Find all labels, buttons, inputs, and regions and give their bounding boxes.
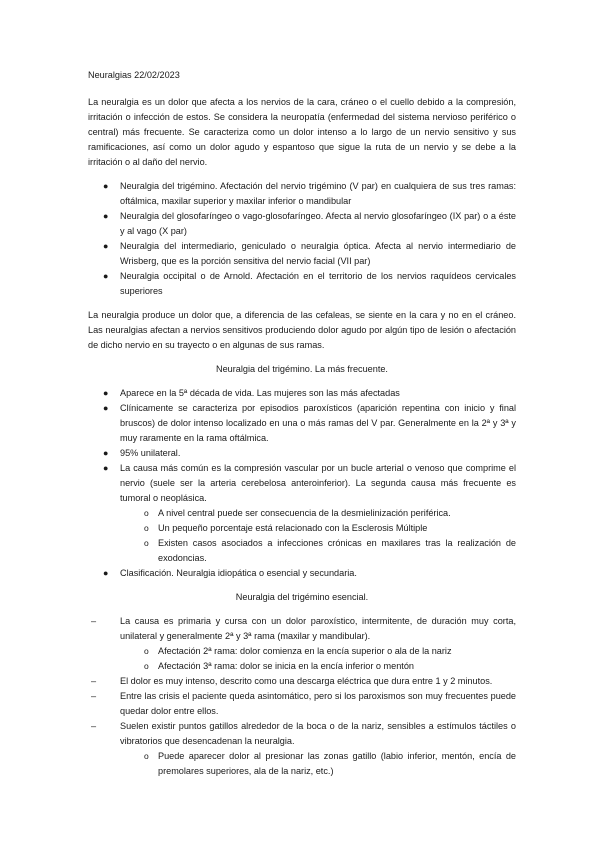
circle-bullet-icon: o: [144, 661, 149, 671]
document-title: Neuralgias 22/02/2023: [88, 70, 180, 80]
list-item: ● 95% unilateral.: [88, 446, 516, 461]
second-paragraph: La neuralgia produce un dolor que, a diferencia de las cefaleas, se siente en la cara y no en el cráneo. Las neuralgias afectan a nervios sensitivos produciendo dolor agudo por algún tipo de lesión o afectación de dicho nervio en su trayecto o en algunas de sus ramas.: [88, 310, 516, 350]
trigemino-sublist: [88, 506, 516, 566]
neuralgia-types-list: [88, 179, 516, 299]
list-item: ● Neuralgia del intermediario, geniculado o neuralgia óptica. Afecta al nervio intermediario de Wrisberg, que es la porción sensitiva del nervio facial (VII par): [103, 241, 516, 266]
circle-bullet-icon: o: [144, 538, 149, 548]
trigemino-list-cont: [88, 566, 516, 581]
section-heading-trigemino: Neuralgia del trigémino. La más frecuente.: [216, 364, 388, 374]
list-item: ● La causa más común es la compresión vascular por un bucle arterial o venoso que comprime el nervio (suele ser la arteria cerebelosa anteroinferior). La segunda causa más frecuente es tumoral o neoplásica.: [103, 463, 516, 503]
list-item: ● Clínicamente se caracteriza por episodios paroxísticos (aparición repentina con inicio y final bruscos) de dolor intenso localizado en una o más ramas del V par. Generalmente en la 2ª y 3ª y muy raramente en la rama oftálmica.: [103, 403, 516, 443]
sub-list-item: o Un pequeño porcentaje está relacionado con la Esclerosis Múltiple: [88, 521, 516, 536]
list-item: ● Neuralgia del trigémino. Afectación del nervio trigémino (V par) en cualquiera de sus tres ramas: oftálmica, maxilar superior y maxilar inferior o mandibular: [103, 181, 516, 206]
circle-bullet-icon: o: [144, 646, 149, 656]
dash-bullet-icon: –: [91, 616, 97, 626]
trigemino-list: [88, 386, 516, 506]
sub-list-item: o Puede aparecer dolor al presionar las zonas gatillo (labio inferior, mentón, encía de premolares superiores, ala de la nariz, etc.): [144, 751, 516, 776]
list-item: ● Neuralgia occipital o de Arnold. Afectación en el territorio de los nervios raquídeos cervicales superiores: [103, 271, 516, 296]
bullet-icon: ●: [103, 568, 109, 578]
bullet-icon: ●: [103, 403, 109, 413]
dash-bullet-icon: –: [91, 721, 97, 731]
list-item: – El dolor es muy intenso, descrito como una descarga eléctrica que dura entre 1 y 2 minutos.: [88, 674, 516, 689]
list-item: ● Clasificación. Neuralgia idiopática o esencial y secundaria.: [88, 566, 516, 581]
document-body: [88, 68, 516, 779]
circle-bullet-icon: o: [144, 508, 149, 518]
bullet-icon: ●: [103, 388, 109, 398]
bullet-icon: ●: [103, 211, 109, 221]
circle-bullet-icon: o: [144, 523, 149, 533]
intro-paragraph: La neuralgia es un dolor que afecta a los nervios de la cara, cráneo o el cuello debido a la compresión, irritación o infección de estos. Se considera la neuropatía (enfermedad del sistema nervioso periférico o central) más frecuente. Se caracteriza como un dolor intenso a lo largo de un nervio sensitivo y sus ramificaciones, así como un dolor agudo y espantoso que sigue la ruta de un nervio y se debe a la irritación o al daño del nervio.: [88, 97, 516, 167]
sub-list-item: o Afectación 3ª rama: dolor se inicia en la encía inferior o mentón: [88, 659, 516, 674]
esencial-sublist-1: [88, 644, 516, 674]
sub-list-item: o A nivel central puede ser consecuencia de la desmielinización periférica.: [88, 506, 516, 521]
list-item: ● Neuralgia del glosofaríngeo o vago-glosofaríngeo. Afecta al nervio glosofaríngeo (IX par) o a éste y al vago (X par): [103, 211, 516, 236]
bullet-icon: ●: [103, 271, 109, 281]
bullet-icon: ●: [103, 448, 109, 458]
circle-bullet-icon: o: [144, 751, 149, 761]
list-item: – Entre las crisis el paciente queda asintomático, pero si los paroxismos son muy frecuentes puede quedar dolor entre ellos.: [91, 691, 516, 716]
dash-bullet-icon: –: [91, 691, 97, 701]
esencial-sublist-2: [88, 749, 516, 779]
list-item: – Suelen existir puntos gatillos alrededor de la boca o de la nariz, sensibles a estímulos táctiles o vibratorios que desencadenan la neuralgia.: [91, 721, 516, 746]
esencial-list: [88, 614, 516, 644]
bullet-icon: ●: [103, 463, 109, 473]
sub-list-item: o Existen casos asociados a infecciones crónicas en maxilares tras la realización de exodoncias.: [144, 538, 516, 563]
bullet-icon: ●: [103, 181, 109, 191]
bullet-icon: ●: [103, 241, 109, 251]
esencial-list-cont: [88, 674, 516, 749]
section-heading-esencial: Neuralgia del trigémino esencial.: [235, 592, 369, 602]
list-item: – La causa es primaria y cursa con un dolor paroxístico, intermitente, de duración muy corta, unilateral y generalmente 2ª y 3ª rama (maxilar y mandibular).: [91, 616, 516, 641]
dash-bullet-icon: –: [91, 676, 97, 686]
list-item: ● Aparece en la 5ª década de vida. Las mujeres son las más afectadas: [88, 386, 516, 401]
sub-list-item: o Afectación 2ª rama: dolor comienza en la encía superior o ala de la nariz: [88, 644, 516, 659]
